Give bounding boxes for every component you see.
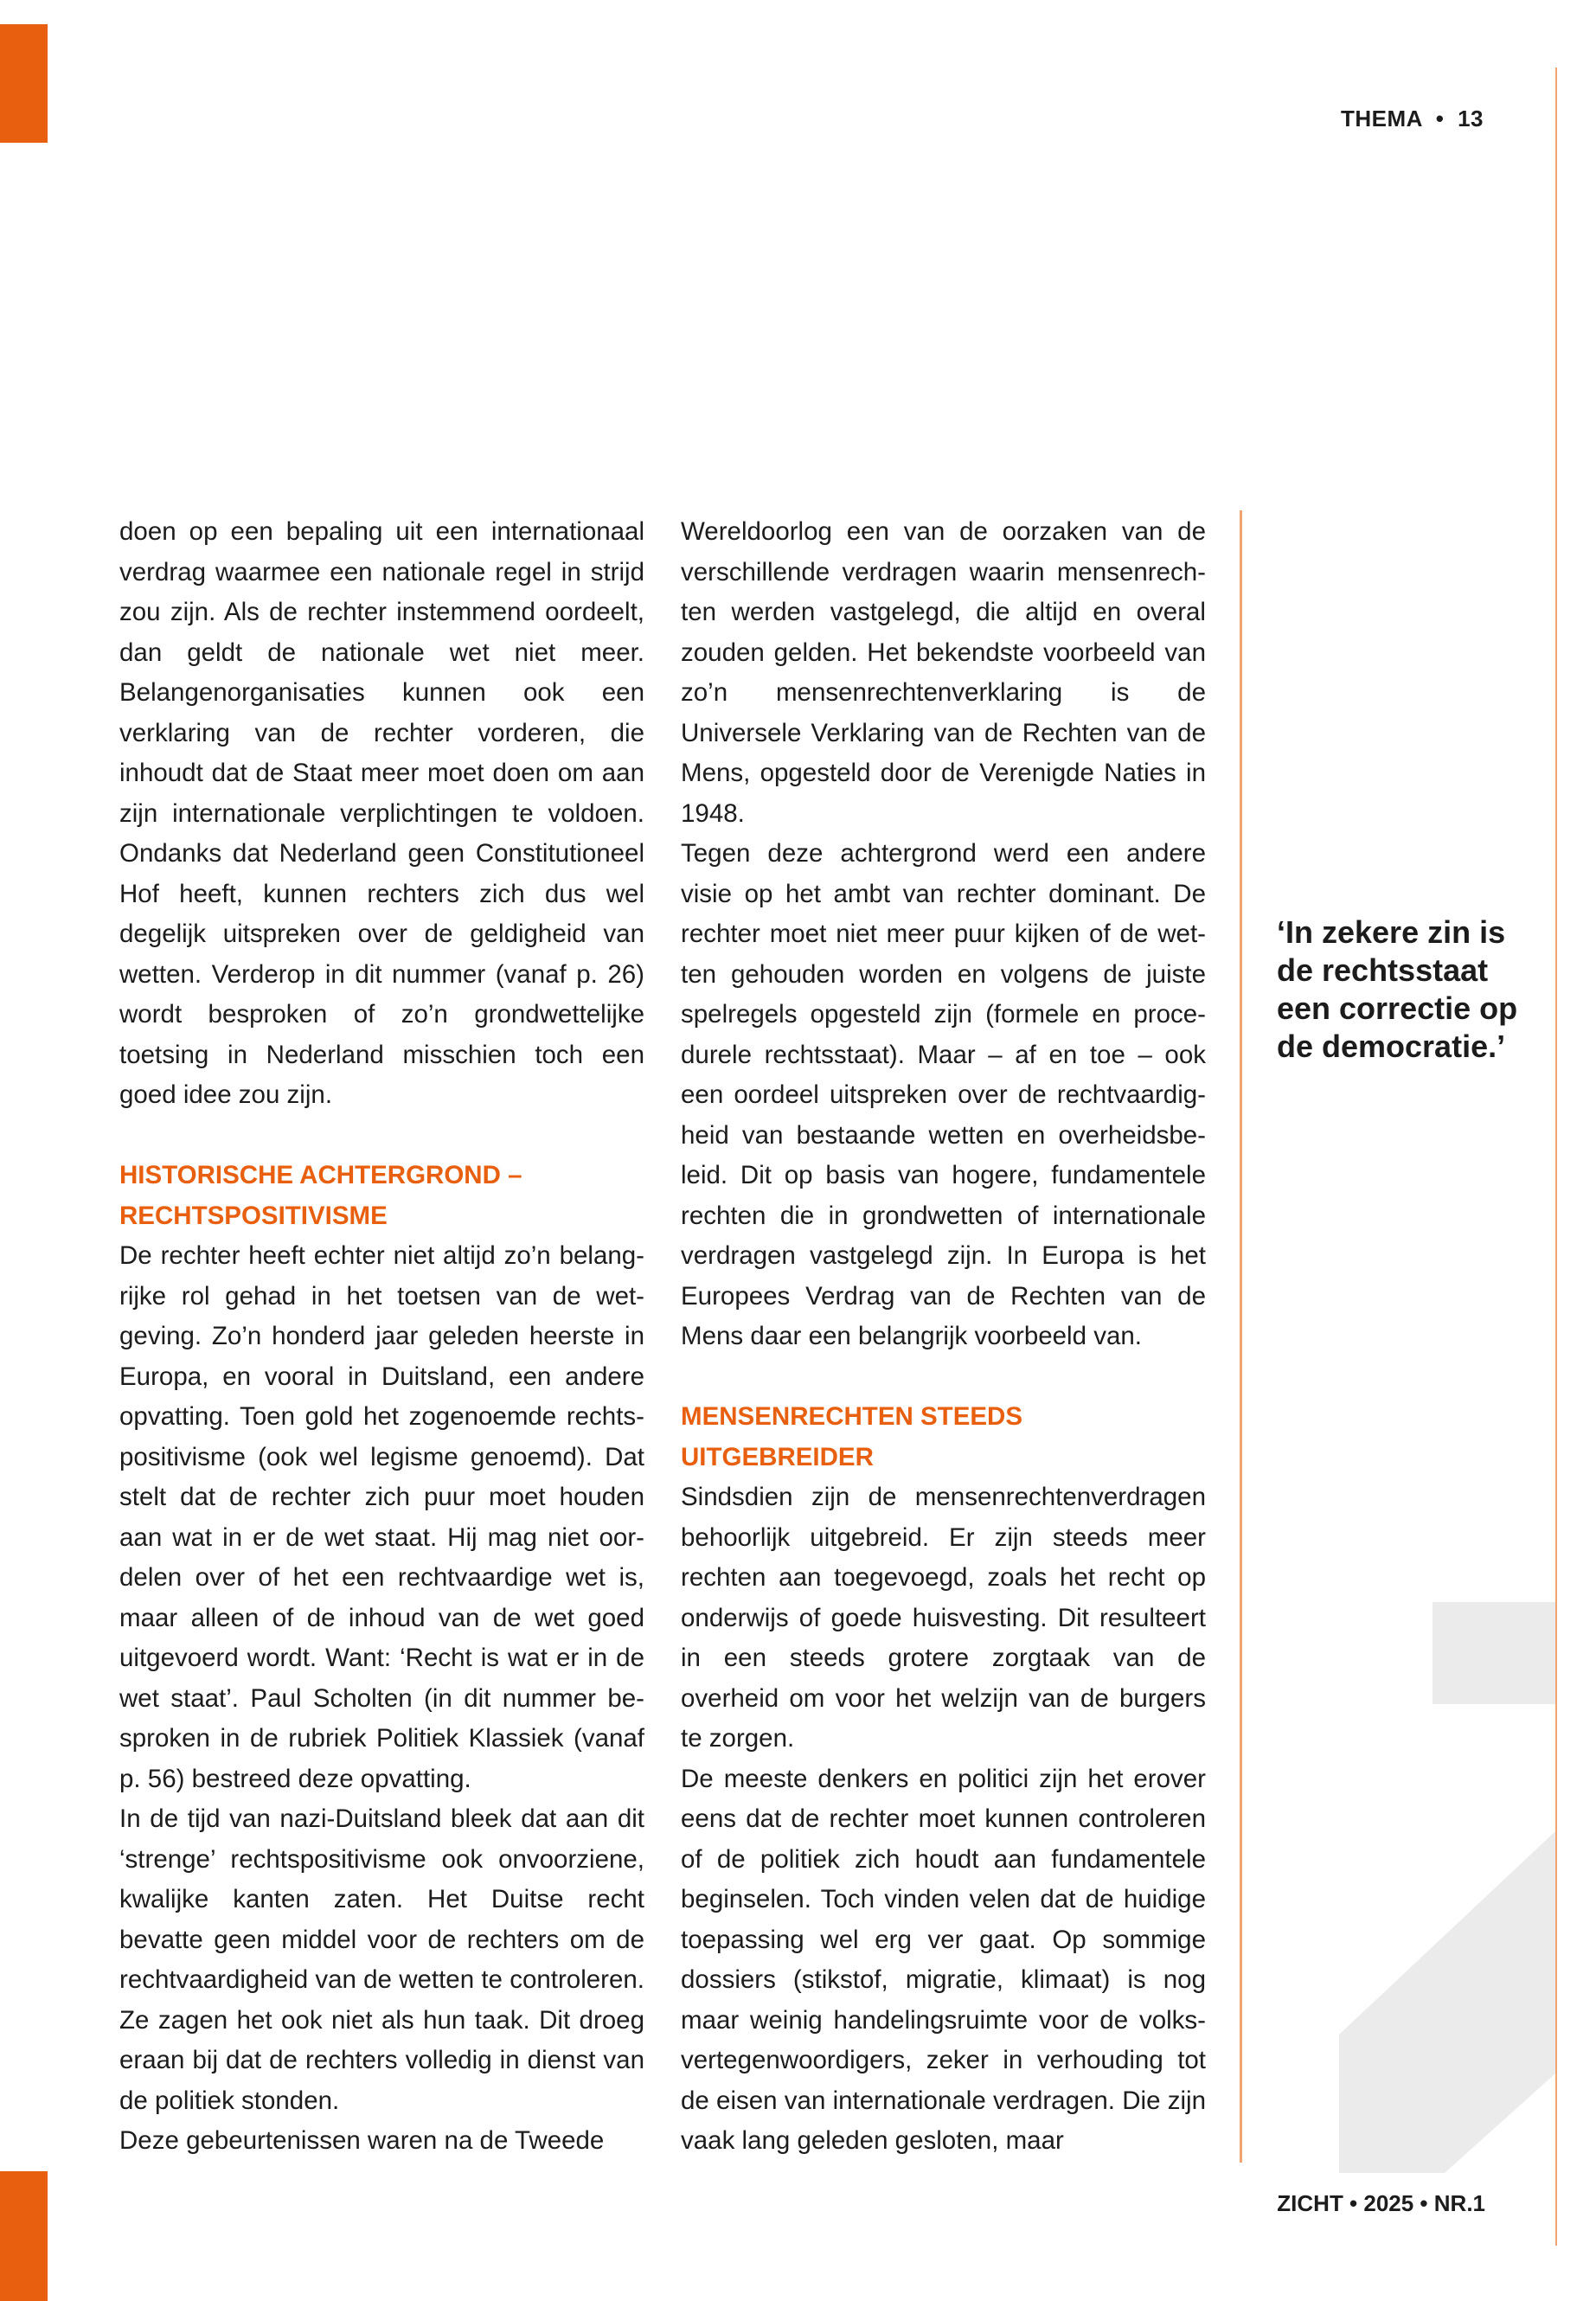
page-edge-rule bbox=[1555, 67, 1557, 2246]
header-separator: • bbox=[1435, 106, 1445, 131]
paragraph: Deze gebeurtenissen waren na de Tweede bbox=[119, 2126, 605, 2155]
deco-diagonal bbox=[1339, 1831, 1555, 2173]
text-column-left bbox=[119, 512, 644, 2162]
paragraph: De meeste denkers en politici zijn het erover eens dat de rechter moet kunnen controleren of de politiek zich houdt aan fundamentele beginselen. Toch vinden velen dat de huidige toepassing wel erg ver gaat. Op sommige dossiers (stikstof, migratie, klimaat) is nog maar weinig handelingsruimte voor de volksvertegenwoordigers, zeker in verhouding tot de eisen van internationale verdragen. Die zijn vaak lang geleden gesloten, maar bbox=[681, 1764, 1206, 2155]
pull-quote: ‘In zekere zin is de rechtsstaat een correctie op de democratie.’ bbox=[1277, 914, 1518, 1064]
paragraph: De rechter heeft echter niet altijd zo’n belangrijke rol gehad in het toetsen van de wetgeving. Zo’n honderd jaar geleden heerste in Europa, en vooral in Duitsland, een andere opvatting. Toen gold het zogenoemde rechtspositivisme (ook wel legisme genoemd). Dat stelt dat de rechter zich puur moet houden aan wat in er de wet staat. Hij mag niet oordelen over of het een rechtvaardige wet is, maar alleen of de inhoud van de wet goed uitgevoerd wordt. Want: ‘Recht is wat er in de wet staat’. Paul Scholten (in dit nummer besproken in de rubriek Politiek Klassiek (vanaf p. 56) bestreed deze opvatting. bbox=[119, 1241, 644, 1793]
page-number: 13 bbox=[1458, 106, 1484, 131]
paragraph: Wereldoorlog een van de oorzaken van de verschillende verdragen waarin mensenrechten werden vastgelegd, die altijd en overal zouden gelden. Het bekendste voorbeeld van zo’n mensenrechtenverklaring is de Universele Verklaring van de Rechten van de Mens, opgesteld door de Verenigde Naties in 1948. bbox=[681, 517, 1206, 828]
paragraph: doen op een bepaling uit een internationaal verdrag waarmee een nationale regel in strijd zou zijn. Als de rechter instemmend oordeelt, dan geldt de nationale wet niet meer. Belangenorganisaties kunnen ook een verklaring van de rechter vorderen, die inhoudt dat de Staat meer moet doen om aan zijn internationale verplichtingen te voldoen. Ondanks dat Nederland geen Constitutioneel Hof heeft, kunnen rechters zich dus wel degelijk uitspreken over de geldigheid van wetten. Verderop in dit nummer (vanaf p. 26) wordt besproken of zo’n grondwettelijke toetsing in Nederland misschien toch een goed idee zou zijn. bbox=[119, 517, 644, 1109]
running-header bbox=[1341, 106, 1484, 132]
decorative-z-shape bbox=[1339, 1602, 1555, 2173]
section-heading: MENSENRECHTEN STEEDS UITGEBREIDER bbox=[681, 1402, 1023, 1471]
pull-quote-divider bbox=[1240, 510, 1242, 2163]
section-label: THEMA bbox=[1341, 106, 1422, 131]
top-corner-accent bbox=[0, 24, 48, 143]
bottom-corner-accent bbox=[0, 2171, 48, 2301]
text-column-right bbox=[681, 512, 1206, 2162]
paragraph: Tegen deze achtergrond werd een andere visie op het ambt van rechter dominant. De rechter moet niet meer puur kijken of de wetten gehouden worden en volgens de juiste spelregels opgesteld zijn (formele en procedurele rechtsstaat). Maar – af en toe – ook een oordeel uitspreken over de rechtvaardigheid van bestaande wetten en overheidsbeleid. Dit op basis van hogere, fundamentele rechten die in grondwetten of internationale verdragen vastgelegd zijn. In Europa is het Europees Verdrag van de Rechten van de Mens daar een belangrijk voorbeeld van. bbox=[681, 839, 1206, 1350]
paragraph: Sindsdien zijn de mensenrechtenverdragen behoorlijk uitgebreid. Er zijn steeds meer rechten aan toegevoegd, zoals het recht op onderwijs of goede huisvesting. Dit resulteert in een steeds grotere zorgtaak van de overheid om voor het welzijn van de burgers te zorgen. bbox=[681, 1483, 1206, 1753]
running-footer: ZICHT • 2025 • NR.1 bbox=[1277, 2190, 1485, 2216]
paragraph: In de tijd van nazi-Duitsland bleek dat aan dit ‘strenge’ rechtspositivisme ook onvoorziene, kwalijke kanten zaten. Het Duitse recht bevatte geen middel voor de rechters om de rechtvaardigheid van de wetten te controleren. Ze zagen het ook niet als hun taak. Dit droeg eraan bij dat de rechters volledig in dienst van de politiek stonden. bbox=[119, 1804, 644, 2115]
deco-bar bbox=[1339, 1602, 1555, 1704]
section-heading: HISTORISCHE ACHTERGROND – RECHTSPOSITIVISME bbox=[119, 1161, 522, 1230]
